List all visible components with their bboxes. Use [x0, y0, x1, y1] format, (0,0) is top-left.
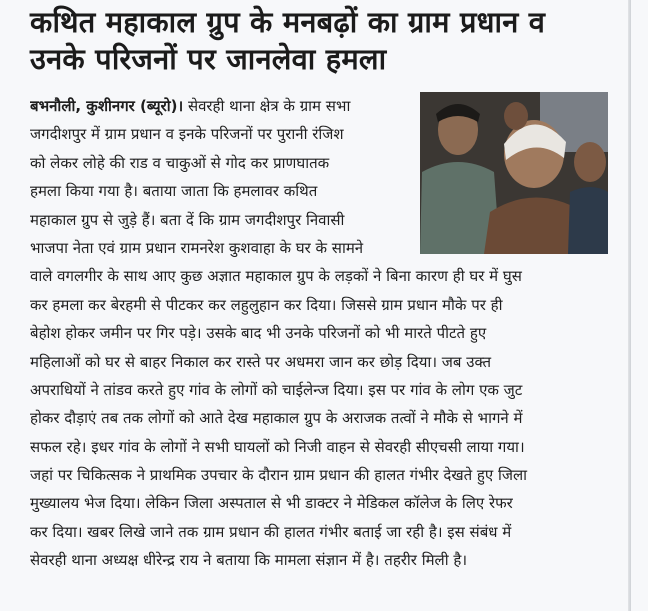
article-body — [30, 92, 610, 575]
article-line: जगदीशपुर में ग्राम प्रधान व इनके परिजनों पर पुरानी रंजिश — [30, 125, 344, 144]
article-line: कर दिया। खबर लिखे जाने तक ग्राम प्रधान की हालत गंभीर बताई जा रही है। इस संबंध में — [30, 522, 512, 541]
page-edge — [628, 0, 631, 611]
article-line: महिलाओं को घर से बाहर निकाल कर रास्ते पर अधमरा जान कर छोड़ दिया। जब उक्त — [30, 352, 492, 371]
article-line — [30, 92, 414, 120]
article-line: बेहोश होकर जमीन पर गिर पड़े। उसके बाद भी उनके परिजनों को भी मारते पीटते हुए — [30, 324, 487, 343]
headline — [30, 4, 630, 78]
byline: बभनौली, कुशीनगर (ब्यूरो)। — [30, 97, 184, 115]
article-line: वाले वगलगीर के साथ आए कुछ अज्ञात महाकाल ग्रुप के लड़कों ने बिना कारण ही घर में घुस — [30, 267, 522, 286]
article-line: होकर दौड़ाएं तब तक लोगों को आते देख महाकाल ग्रुप के अराजक तत्वों ने मौके से भागने में — [30, 409, 523, 428]
article-line: कर हमला कर बेरहमी से पीटकर कर लहुलुहान कर दिया। जिससे ग्राम प्रधान मौके पर ही — [30, 295, 503, 314]
article-line-text: सेवरही थाना क्षेत्र के ग्राम सभा — [183, 97, 351, 115]
article-line: भाजपा नेता एवं ग्राम प्रधान रामनरेश कुशवाहा के घर के सामने — [30, 238, 364, 257]
headline-line-2: उनके परिजनों पर जानलेवा हमला — [30, 42, 387, 76]
article-line: को लेकर लोहे की राड व चाकुओं से गोद कर प्राणघातक — [30, 153, 330, 172]
headline-line-1: कथित महाकाल ग्रुप के मनबढ़ों का ग्राम प्रधान व — [30, 5, 546, 39]
article-line: मुख्यालय भेज दिया। लेकिन जिला अस्पताल से भी डाक्टर ने मेडिकल कॉलेज के लिए रेफर — [30, 494, 513, 513]
article-line: जहां पर चिकित्सक ने प्राथमिक उपचार के दौरान ग्राम प्रधान की हालत गंभीर देखते हुए जिला — [30, 466, 528, 485]
article-line: सेवरही थाना अध्यक्ष धीरेन्द्र राय ने बताया कि मामला संज्ञान में है। तहरीर मिली है। — [30, 551, 468, 570]
article-line: हमला किया गया है। बताया जाता कि हमलावर कथित — [30, 182, 318, 201]
article-line: अपराधियों ने तांडव करते हुए गांव के लोगों को चाईलेन्ज दिया। इस पर गांव के लोग एक जुट — [30, 380, 523, 399]
article-line: सफल रहे। इधर गांव के लोगों ने सभी घायलों को निजी वाहन से सेवरही सीएचसी लाया गया। — [30, 437, 525, 456]
article-line: महाकाल ग्रुप से जुड़े हैं। बता दें कि ग्राम जगदीशपुर निवासी — [30, 210, 345, 229]
